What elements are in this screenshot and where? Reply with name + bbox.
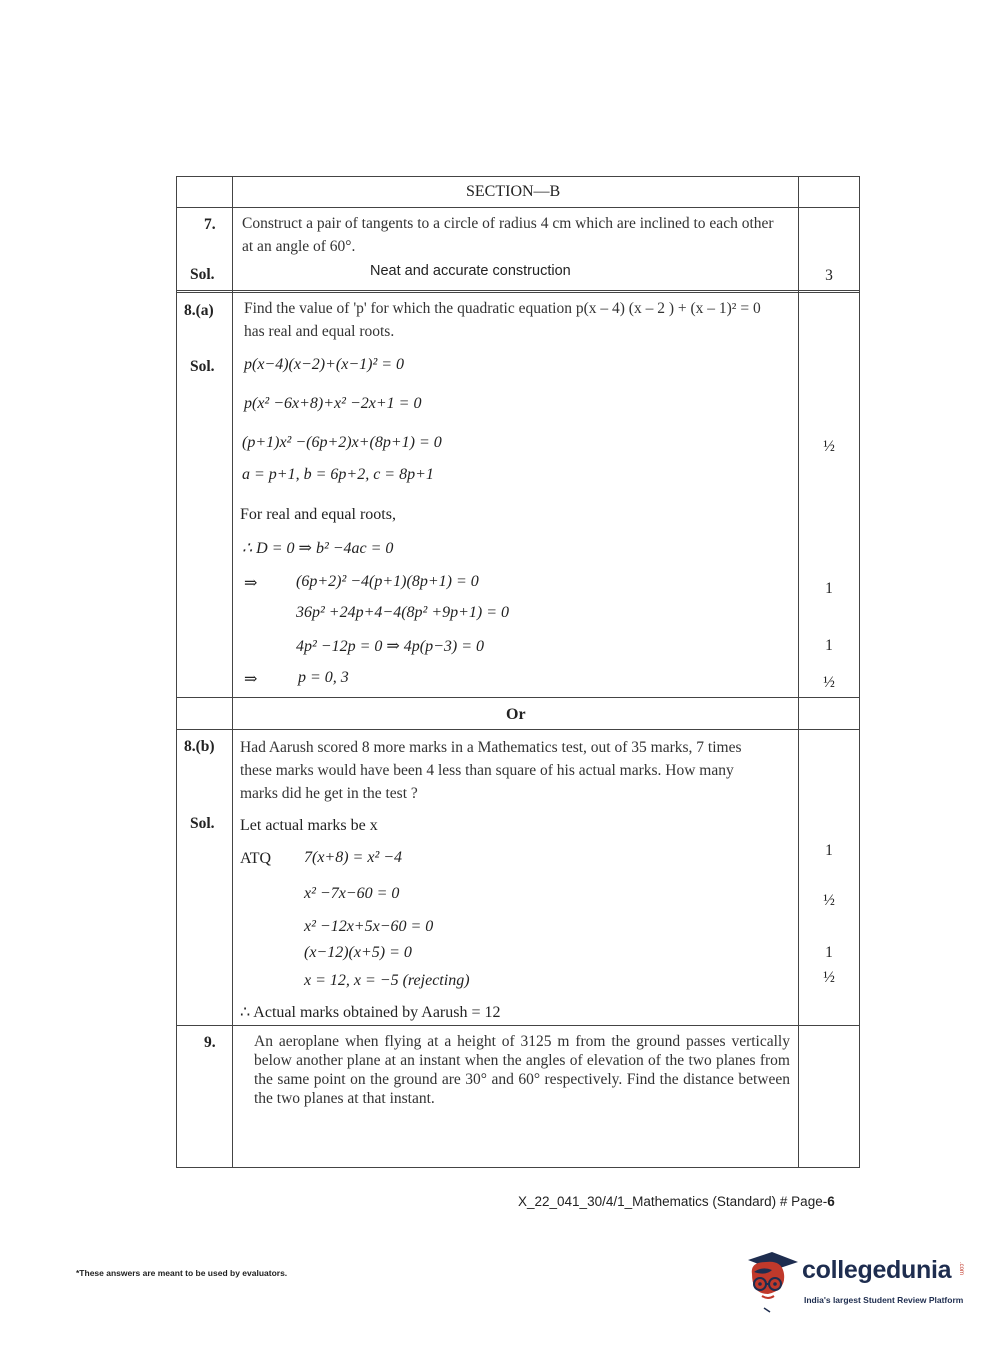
table-border-top bbox=[176, 176, 860, 177]
question-number: 8.(a) bbox=[184, 302, 214, 319]
marks-value: ½ bbox=[823, 892, 835, 909]
step-text: Let actual marks be x bbox=[240, 817, 378, 834]
step-text: ∴ Actual marks obtained by Aarush = 12 bbox=[240, 1004, 501, 1021]
section-title: SECTION—B bbox=[466, 183, 561, 200]
implies-symbol: ⇒ bbox=[244, 575, 258, 592]
marks-value: 1 bbox=[825, 842, 833, 859]
math-step: (6p+2)² −4(p+1)(8p+1) = 0 bbox=[296, 573, 479, 590]
math-step: x² −7x−60 = 0 bbox=[304, 885, 400, 902]
math-step: x² −12x+5x−60 = 0 bbox=[304, 918, 434, 935]
row-divider bbox=[176, 729, 860, 730]
row-divider bbox=[176, 290, 860, 291]
math-step: 7(x+8) = x² −4 bbox=[304, 849, 403, 866]
math-step: x = 12, x = −5 (rejecting) bbox=[304, 972, 470, 989]
math-step: p = 0, 3 bbox=[298, 669, 349, 686]
marks-value: ½ bbox=[823, 438, 835, 455]
brand-suffix: .com bbox=[958, 1262, 964, 1276]
mascot-icon bbox=[742, 1250, 804, 1314]
marks-value: 3 bbox=[825, 267, 833, 284]
collegedunia-logo bbox=[742, 1250, 972, 1320]
evaluator-note: *These answers are meant to be used by evaluators. bbox=[76, 1268, 288, 1278]
question-text: Find the value of 'p' for which the quadratic equation p(x – 4) (x – 2 ) + (x – 1)² = 0 has real and equal roots. bbox=[244, 300, 761, 340]
math-step: 36p² +24p+4−4(8p² +9p+1) = 0 bbox=[296, 604, 510, 621]
solution-label: Sol. bbox=[190, 815, 215, 832]
solution-label: Sol. bbox=[190, 358, 215, 375]
brand-tagline: India's largest Student Review Platform bbox=[804, 1295, 964, 1305]
table-divider-marks bbox=[798, 176, 799, 1168]
page-code: X_22_041_30/4/1_Mathematics (Standard) # Page-6 bbox=[518, 1194, 835, 1209]
row-divider bbox=[176, 697, 860, 698]
marks-value: 1 bbox=[825, 944, 833, 961]
row-divider bbox=[176, 207, 860, 208]
marks-value: 1 bbox=[825, 637, 833, 654]
table-border-right bbox=[859, 176, 860, 1168]
question-text: Had Aarush scored 8 more marks in a Mathematics test, out of 35 marks, 7 times these marks would have been 4 less than square of his actual marks. How many marks did he get in the test ? bbox=[240, 739, 742, 802]
or-label: Or bbox=[506, 706, 526, 723]
table-border-left bbox=[176, 176, 177, 1168]
math-step: (x−12)(x+5) = 0 bbox=[304, 944, 412, 961]
marks-value: ½ bbox=[823, 674, 835, 691]
step-text: ATQ bbox=[240, 850, 272, 867]
table-divider-qnum bbox=[232, 176, 233, 1168]
question-number: 9. bbox=[204, 1034, 216, 1051]
marks-value: ½ bbox=[823, 969, 835, 986]
page-number: 6 bbox=[827, 1194, 835, 1209]
answer-text: Neat and accurate construction bbox=[370, 263, 571, 279]
marks-value: 1 bbox=[825, 580, 833, 597]
row-divider bbox=[176, 1025, 860, 1026]
math-step: ∴ D = 0 ⇒ b² −4ac = 0 bbox=[242, 540, 394, 557]
question-number: 8.(b) bbox=[184, 738, 215, 755]
math-step: 4p² −12p = 0 ⇒ 4p(p−3) = 0 bbox=[296, 638, 485, 655]
implies-symbol: ⇒ bbox=[244, 671, 258, 688]
question-text: Construct a pair of tangents to a circle of radius 4 cm which are inclined to each other at an angle of 60°. bbox=[242, 215, 774, 255]
question-text: An aeroplane when flying at a height of 3125 m from the ground passes vertically below another plane at an instant when the angles of elevation of the two planes from the same point on the ground are 30° and 60° respectively. Find the distance between the two planes at that instant. bbox=[254, 1033, 790, 1107]
step-text: For real and equal roots, bbox=[240, 506, 396, 523]
math-step: (p+1)x² −(6p+2)x+(8p+1) = 0 bbox=[242, 434, 442, 451]
math-step: p(x² −6x+8)+x² −2x+1 = 0 bbox=[244, 395, 422, 412]
brand-name: collegedunia bbox=[802, 1256, 952, 1284]
math-step: a = p+1, b = 6p+2, c = 8p+1 bbox=[242, 466, 434, 483]
solution-label: Sol. bbox=[190, 266, 215, 283]
table-border-bottom bbox=[176, 1167, 860, 1168]
question-number: 7. bbox=[204, 216, 216, 233]
math-step: p(x−4)(x−2)+(x−1)² = 0 bbox=[244, 356, 405, 373]
